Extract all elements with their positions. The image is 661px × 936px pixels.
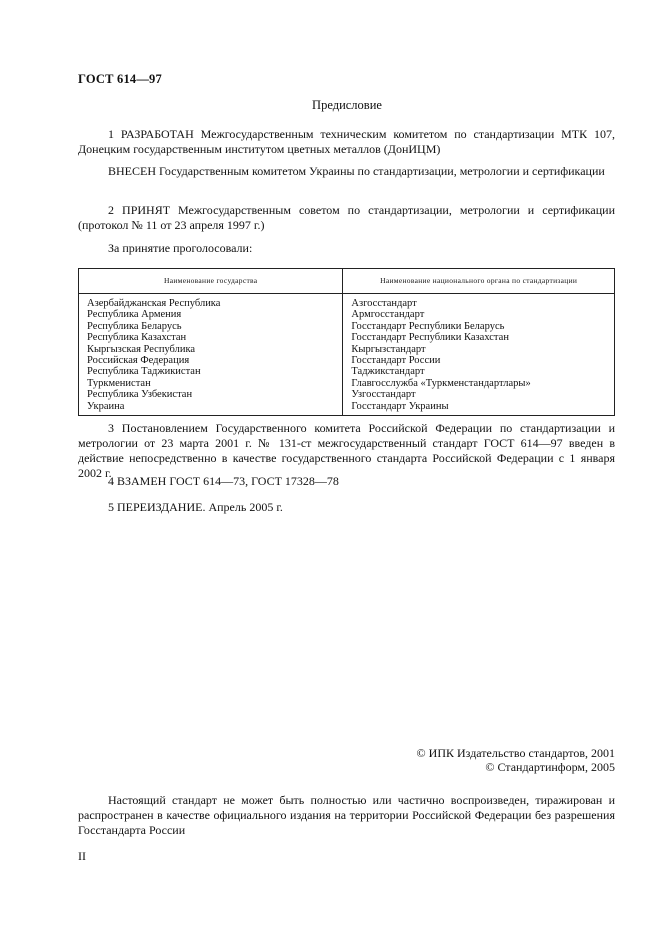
body-name: Госстандарт Республики Беларусь — [351, 320, 505, 332]
paragraph-notice-text: Настоящий стандарт не может быть полностью или частично воспроизведен, тиражирован и распространен в качестве официального издания на территории Российской Федерации без разрешения Госстандарта России — [78, 793, 615, 837]
paragraph-reissue-text: 5 ПЕРЕИЗДАНИЕ. Апрель 2005 г. — [108, 500, 283, 514]
paragraph-decree — [78, 421, 615, 481]
table-header-body: Наименование национального органа по стандартизации — [343, 269, 615, 294]
state-name: Азербайджанская Республика — [87, 298, 221, 309]
paragraph-developed-text: 1 РАЗРАБОТАН Межгосударственным техническим комитетом по стандартизации МТК 107, Донецким государственным институтом цветных металлов (ДонИЦМ) — [78, 127, 615, 156]
state-name: Республика Беларусь — [87, 320, 182, 332]
state-name: Кыргызская Республика — [87, 343, 196, 355]
paragraph-voted — [78, 241, 615, 256]
paragraph-replaces — [78, 474, 615, 489]
state-name: Республика Казахстан — [87, 332, 187, 344]
body-name: Кыргызстандарт — [351, 343, 426, 355]
page-number: II — [78, 849, 86, 863]
body-name: Госстандарт России — [351, 355, 441, 367]
paragraph-decree-text: 3 Постановлением Государственного комитета Российской Федерации по стандартизации и метрологии от 23 марта 2001 г. № 131-ст межгосударственный стандарт ГОСТ 614—97 введен в действие непосредственно в качестве государственного стандарта Российской Федерации с 1 января 2002 г. — [78, 421, 615, 480]
paragraph-adopted-text: 2 ПРИНЯТ Межгосударственным советом по стандартизации, метрологии и сертификации (протокол № 11 от 23 апреля 1997 г.) — [78, 203, 615, 232]
body-name: Узгосстандарт — [351, 389, 416, 401]
paragraph-notice — [78, 793, 615, 838]
state-name: Республика Таджикистан — [87, 366, 201, 378]
paragraph-adopted — [78, 203, 615, 233]
paragraph-reissue — [78, 500, 615, 515]
paragraph-introduced — [78, 164, 615, 179]
paragraph-developed — [78, 127, 615, 157]
paragraph-introduced-text: ВНЕСЕН Государственным комитетом Украины по стандартизации, метрологии и сертификации — [108, 164, 605, 178]
bodies-cell — [343, 294, 615, 416]
copyright-line: © ИПК Издательство стандартов, 2001 — [416, 746, 615, 760]
state-name: Республика Армения — [87, 309, 182, 321]
section-title: Предисловие — [312, 98, 382, 112]
body-name: Таджикстандарт — [351, 366, 425, 378]
state-name: Туркменистан — [87, 377, 151, 389]
table-header-state: Наименование государства — [79, 269, 343, 294]
state-name: Российская Федерация — [87, 355, 190, 367]
body-name: Азгосстандарт — [351, 298, 417, 309]
body-name: Госстандарт Республики Казахстан — [351, 332, 509, 344]
state-name: Украина — [87, 400, 125, 412]
body-name: Госстандарт Украины — [351, 400, 449, 412]
body-name: Армгосстандарт — [351, 309, 425, 321]
paragraph-voted-text: За принятие проголосовали: — [108, 241, 253, 255]
table-header-row — [79, 269, 615, 294]
copyright-block — [417, 746, 615, 774]
copyright-line: © Стандартинформ, 2005 — [485, 760, 615, 774]
document-header: ГОСТ 614—97 — [78, 72, 162, 86]
paragraph-replaces-text: 4 ВЗАМЕН ГОСТ 614—73, ГОСТ 17328—78 — [108, 474, 339, 488]
states-cell — [79, 294, 343, 416]
voting-table — [78, 268, 615, 416]
state-name: Республика Узбекистан — [87, 389, 193, 401]
body-name: Главгосслужба «Туркменстандартлары» — [351, 377, 531, 389]
table-row — [79, 294, 615, 416]
